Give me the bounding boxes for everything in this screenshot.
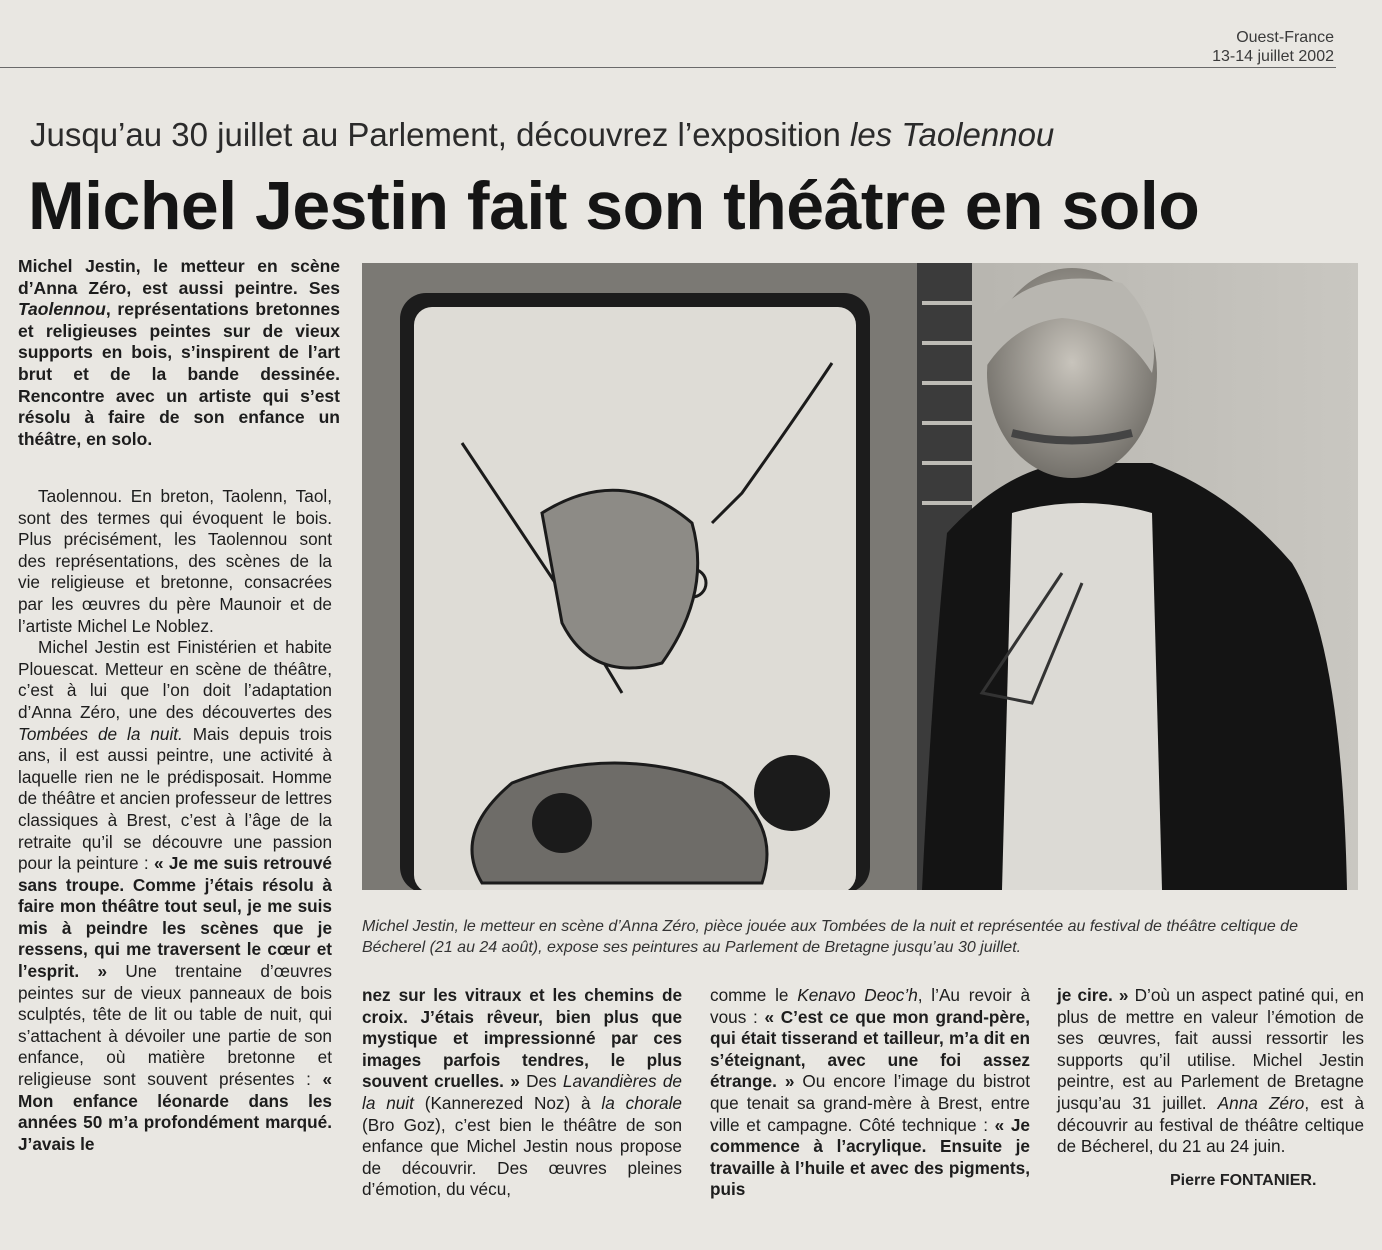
c2-text-c: (Bro Goz), c’est bien le théâtre de son enfance que Michel Jestin nous propose de découvrir. Des œuvres pleines d’émotion, du vécu, (362, 1114, 682, 1200)
p2-quote: « Je me suis retrouvé sans troupe. Comme j’étais résolu à faire mon théâtre tout seul, je me suis mis à peindre les scènes que je ressens, qui me traversent le cœur et l’esprit. » (18, 853, 332, 982)
byline: Pierre FONTANIER. (1170, 1172, 1317, 1189)
col4-paragraph (1057, 985, 1364, 1158)
p2-text-b: Mais depuis trois ans, il est aussi peintre, une activité à laquelle rien ne le prédisposait. Homme de théâtre et ancien professeur de lettres classiques à Brest, c’est à l’âge de la retraite qu’il se découvre une passion pour la peinture : (18, 723, 333, 874)
photo-caption: Michel Jestin, le metteur en scène d’Anna Zéro, pièce jouée aux Tombées de la nuit et représentée au festival de théâtre celtique de Bécherel (21 au 24 août), expose ses peintures au Parlement de Bretagne jusqu’au 30 juillet. (362, 918, 1298, 956)
c3-text-b: , l’Au revoir à vous : (710, 985, 1030, 1027)
header-rule (0, 67, 1336, 68)
newspaper-name: Ouest-France (1236, 29, 1334, 46)
newspaper-source (1212, 28, 1334, 66)
c3-text-c: Ou encore l’image du bistrot que tenait sa grand-mère à Brest, entre ville et campagne. Côté technique : (710, 1071, 1030, 1135)
kicker-italic: les Taolennou (849, 116, 1055, 153)
col3-paragraph (710, 985, 1030, 1201)
c4-text-b: , est à découvrir au festival de théâtre celtique de Bécherel, du 21 au 24 juin. (1057, 1092, 1365, 1157)
kicker (30, 116, 1054, 154)
p2-text-c: Une trentaine d’œuvres peintes sur de vieux panneaux de bois sculptés, tête de lit ou table de nuit, qui s’attachent à dévoiler une partie de son enfance, où matière bretonne et religieuse sont souvent présentes : (18, 961, 333, 1090)
p2-text-a: Michel Jestin est Finistérien et habite Plouescat. Metteur en scène de théâtre, c’est à lui que l’on doit l’adaptation d’Anna Zéro, une des découvertes des (18, 637, 332, 722)
article-column-4 (1057, 985, 1364, 1158)
c4-italic: Anna Zéro (1217, 1092, 1305, 1113)
headline: Michel Jestin fait son théâtre en solo (28, 168, 1200, 244)
article-photo (362, 263, 1358, 890)
c3-text-a: comme le (710, 985, 798, 1005)
photo-painting-and-artist (362, 263, 1358, 890)
lead-text-a: Michel Jestin, le metteur en scène d’Anna Zéro, est aussi peintre. Ses (18, 256, 340, 298)
kicker-text: Jusqu’au 30 juillet au Parlement, découvrez l’exposition (30, 116, 850, 153)
c2-italic-2: la chorale (601, 1092, 682, 1113)
article-column-2 (362, 985, 682, 1201)
article-column-1 (18, 486, 332, 1155)
lead-paragraph (18, 256, 340, 450)
lead-italic: Taolennou (18, 299, 106, 320)
p1-text: Taolennou. En breton, Taolenn, Taol, sont des termes qui évoquent le bois. Plus précisément, les Taolennou sont des représentations, des scènes de la vie religieuse et bretonne, consacrées par les œuvres du père Maunoir et de l’artiste Michel Le Noblez. (18, 486, 332, 636)
c3-quote: « C’est ce que mon grand-père, qui était tisserand et tailleur, m’a dit en s’éteignant, avec une foi assez étrange. » (710, 1006, 1030, 1092)
c4-quote: je cire. » (1057, 985, 1129, 1005)
newspaper-date: 13-14 juillet 2002 (1212, 48, 1334, 65)
c2-text-a: Des (519, 1071, 563, 1092)
p2-quote-2: « Mon enfance léonarde dans les années 50 m’a profondément marqué. J’avais le (18, 1069, 332, 1154)
c2-text-b: (Kannerezed Noz) à (413, 1092, 602, 1113)
col2-paragraph (362, 985, 682, 1201)
c4-text-a: D’où un aspect patiné qui, en plus de mettre en valeur l’émotion de ses œuvres, fait aussi ressortir les supports qu’il utilise. Michel Jestin peintre, est au Parlement de Bretagne jusqu’au 31 juillet. (1057, 985, 1364, 1113)
c2-quote: nez sur les vitraux et les chemins de croix. J’étais rêveur, bien plus que mystique et impressionné par ces images parfois tendres, le plus souvent cruelles. » (362, 985, 682, 1092)
body-paragraph-1 (18, 486, 332, 637)
c3-italic: Kenavo Deoc’h (797, 985, 918, 1005)
c2-italic-1: Lavandières de la nuit (362, 1071, 682, 1113)
c3-quote-2: « Je commence à l’acrylique. Ensuite je travaille à l’huile et avec des pigments, puis (710, 1114, 1030, 1200)
lead-text-b: , représentations bretonnes et religieuses peintes sur de vieux supports en bois, s’inspirent de l’art brut et de la bande dessinée. Rencontre avec un artiste qui s’est résolu à faire de son enfance un théâtre, en solo. (18, 299, 340, 449)
article-column-3 (710, 985, 1030, 1201)
p2-italic: Tombées de la nuit. (18, 723, 183, 744)
body-paragraph-2 (18, 637, 332, 1155)
